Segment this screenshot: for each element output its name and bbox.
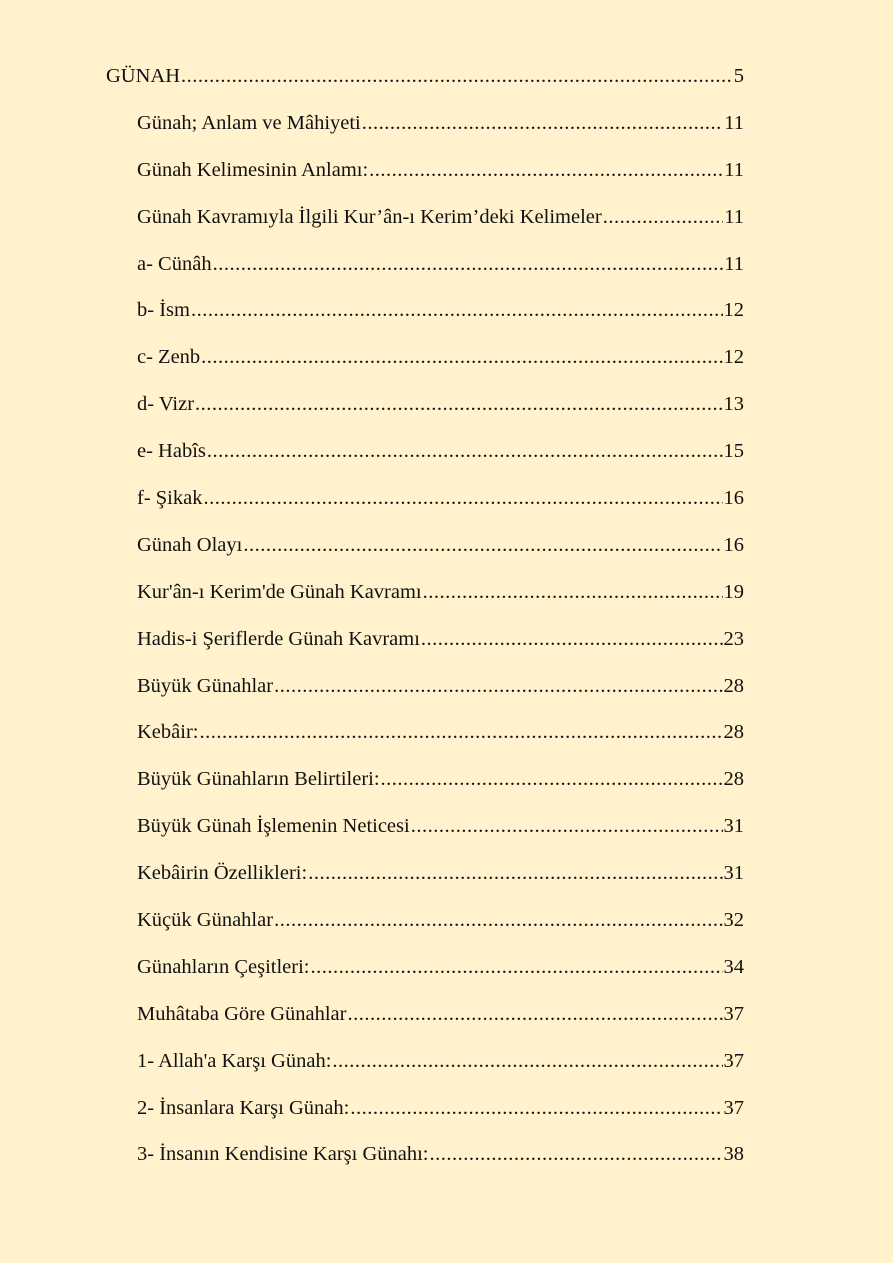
toc-entry[interactable] bbox=[106, 1047, 744, 1094]
toc-entry[interactable] bbox=[106, 625, 744, 672]
toc-entry-title: Günah Kavramıyla İlgili Kur’ân-ı Kerim’deki Kelimeler bbox=[137, 205, 602, 228]
toc-dot-leader bbox=[308, 859, 722, 887]
toc-entry-title: Muhâtaba Göre Günahlar bbox=[137, 1002, 347, 1025]
toc-dot-leader bbox=[430, 1140, 723, 1168]
toc-entry[interactable] bbox=[106, 718, 744, 765]
toc-entry[interactable] bbox=[106, 531, 744, 578]
toc-entry-title: 3- İnsanın Kendisine Karşı Günahı: bbox=[137, 1143, 429, 1166]
toc-entry-page: 34 bbox=[723, 955, 744, 978]
toc-entry-page: 37 bbox=[723, 1049, 744, 1072]
toc-entry[interactable] bbox=[106, 906, 744, 953]
toc-entry-page: 31 bbox=[723, 862, 744, 885]
toc-entry-title: d- Vizr bbox=[137, 393, 195, 416]
toc-entry-title: f- Şikak bbox=[137, 487, 203, 510]
toc-dot-leader bbox=[191, 296, 723, 324]
toc-entry-page: 11 bbox=[724, 111, 744, 134]
table-of-contents bbox=[106, 62, 744, 1187]
toc-entry[interactable] bbox=[106, 1000, 744, 1047]
toc-entry[interactable] bbox=[106, 859, 744, 906]
toc-entry[interactable] bbox=[106, 109, 744, 156]
toc-dot-leader bbox=[423, 578, 723, 606]
toc-entry-page: 13 bbox=[723, 393, 744, 416]
toc-entry[interactable] bbox=[106, 437, 744, 484]
toc-dot-leader bbox=[347, 1000, 722, 1028]
toc-dot-leader bbox=[207, 437, 723, 465]
toc-dot-leader bbox=[381, 765, 723, 793]
toc-entry-title: Büyük Günahların Belirtileri: bbox=[137, 768, 380, 791]
toc-dot-leader bbox=[213, 250, 724, 278]
toc-entry-title: a- Cünâh bbox=[137, 252, 212, 275]
toc-dot-leader bbox=[195, 390, 722, 418]
toc-dot-leader bbox=[421, 625, 723, 653]
toc-entry[interactable] bbox=[106, 765, 744, 812]
toc-dot-leader bbox=[201, 343, 722, 371]
toc-entry-page: 23 bbox=[723, 627, 744, 650]
toc-entry[interactable] bbox=[106, 156, 744, 203]
toc-entry-page: 28 bbox=[723, 768, 744, 791]
toc-entry-title: Küçük Günahlar bbox=[137, 909, 274, 932]
toc-entry[interactable] bbox=[106, 390, 744, 437]
toc-entry-title: Büyük Günah İşlemenin Neticesi bbox=[137, 815, 410, 838]
toc-entry-page: 19 bbox=[723, 580, 744, 603]
toc-entry-title: Kebâirin Özellikleri: bbox=[137, 862, 308, 885]
toc-entry-title: Günahların Çeşitleri: bbox=[137, 955, 310, 978]
toc-entry-title: 1- Allah'a Karşı Günah: bbox=[137, 1049, 332, 1072]
toc-entry[interactable] bbox=[106, 296, 744, 343]
toc-entry-page: 11 bbox=[724, 158, 744, 181]
toc-entry[interactable] bbox=[106, 484, 744, 531]
toc-dot-leader bbox=[362, 109, 724, 137]
toc-entry-page: 12 bbox=[723, 346, 744, 369]
toc-dot-leader bbox=[311, 953, 723, 981]
toc-dot-leader bbox=[274, 906, 722, 934]
toc-entry-page: 11 bbox=[724, 252, 744, 275]
toc-dot-leader bbox=[332, 1047, 722, 1075]
toc-entry-page: 15 bbox=[723, 440, 744, 463]
toc-entry[interactable] bbox=[106, 812, 744, 859]
toc-dot-leader bbox=[411, 812, 723, 840]
toc-entry-title: 2- İnsanlara Karşı Günah: bbox=[137, 1096, 350, 1119]
toc-dot-leader bbox=[369, 156, 723, 184]
toc-entry-page: 37 bbox=[723, 1002, 744, 1025]
toc-entry-title: Kebâir: bbox=[137, 721, 199, 744]
toc-entry-page: 16 bbox=[723, 487, 744, 510]
toc-entry[interactable] bbox=[106, 672, 744, 719]
toc-entry[interactable] bbox=[106, 250, 744, 297]
toc-entry[interactable] bbox=[106, 62, 744, 109]
toc-entry-page: 37 bbox=[723, 1096, 744, 1119]
toc-entry-page: 11 bbox=[724, 205, 744, 228]
toc-entry-page: 38 bbox=[723, 1143, 744, 1166]
toc-dot-leader bbox=[350, 1094, 722, 1122]
toc-entry[interactable] bbox=[106, 953, 744, 1000]
toc-dot-leader bbox=[243, 531, 722, 559]
toc-dot-leader bbox=[199, 718, 722, 746]
toc-entry-page: 5 bbox=[733, 65, 744, 87]
toc-dot-leader bbox=[603, 203, 724, 231]
toc-entry[interactable] bbox=[106, 578, 744, 625]
toc-dot-leader bbox=[203, 484, 722, 512]
toc-entry-page: 32 bbox=[723, 909, 744, 932]
toc-entry-title: b- İsm bbox=[137, 299, 190, 322]
toc-entry[interactable] bbox=[106, 203, 744, 250]
toc-entry-title: c- Zenb bbox=[137, 346, 201, 369]
toc-entry-title: e- Habîs bbox=[137, 440, 206, 463]
toc-entry-title: GÜNAH bbox=[106, 65, 181, 87]
toc-entry-page: 16 bbox=[723, 533, 744, 556]
toc-entry-title: Günah Kelimesinin Anlamı: bbox=[137, 158, 369, 181]
toc-dot-leader bbox=[181, 62, 733, 90]
toc-entry-title: Kur'ân-ı Kerim'de Günah Kavramı bbox=[137, 580, 422, 603]
toc-entry[interactable] bbox=[106, 1094, 744, 1141]
toc-entry[interactable] bbox=[106, 1140, 744, 1187]
toc-entry-page: 28 bbox=[723, 721, 744, 744]
toc-entry[interactable] bbox=[106, 343, 744, 390]
toc-entry-title: Büyük Günahlar bbox=[137, 674, 274, 697]
toc-entry-page: 28 bbox=[723, 674, 744, 697]
toc-dot-leader bbox=[274, 672, 722, 700]
toc-entry-title: Hadis-i Şeriflerde Günah Kavramı bbox=[137, 627, 420, 650]
toc-entry-title: Günah; Anlam ve Mâhiyeti bbox=[137, 111, 361, 134]
toc-entry-title: Günah Olayı bbox=[137, 533, 243, 556]
toc-entry-page: 31 bbox=[723, 815, 744, 838]
toc-entry-page: 12 bbox=[723, 299, 744, 322]
